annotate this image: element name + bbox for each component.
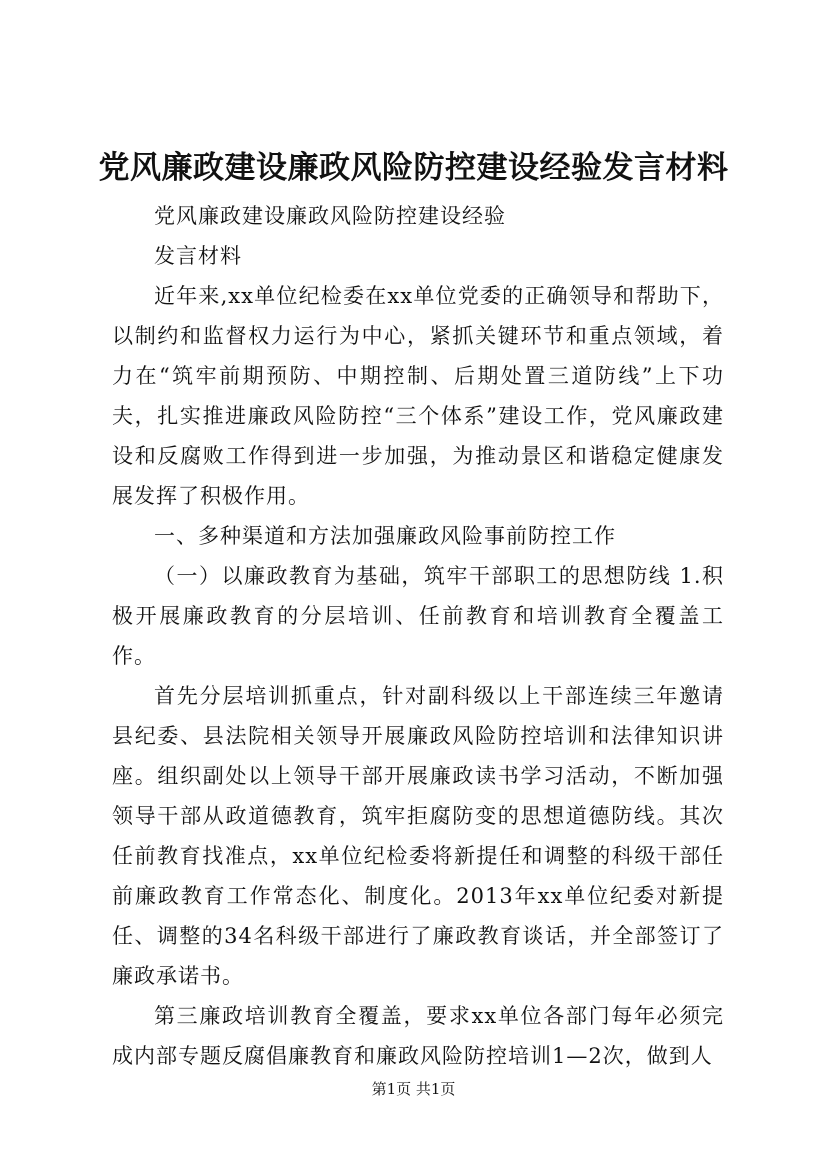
paragraph-training: 首先分层培训抓重点，针对副科级以上干部连续三年邀请县纪委、县法院相关领导开展廉政风险防控培训和法律知识讲座。组织副处以上领导干部开展廉政读书学习活动，不断加强领导干部从政道德教育，筑牢拒腐防变的思想道德防线。其次任前教育找准点，xx单位纪检委将新提任和调整的科级干部任前廉政教育工作常态化、制度化。2013年xx单位纪委对新提任、调整的34名科级干部进行了廉政教育谈话，并全部签订了廉政承诺书。 [112, 684, 724, 988]
document-body [112, 196, 724, 1076]
paragraph-intro: 近年来,xx单位纪检委在xx单位党委的正确领导和帮助下，以制约和监督权力运行为中心，紧抓关键环节和重点领域，着力在“筑牢前期预防、中期控制、后期处置三道防线”上下功夫，扎实推进廉政风险防控“三个体系”建设工作，党风廉政建设和反腐败工作得到进一步加强，为推动景区和谐稳定健康发展发挥了积极作用。 [112, 284, 724, 508]
section-heading-1: 一、多种渠道和方法加强廉政风险事前防控工作 [154, 524, 616, 548]
subtitle-line-1: 党风廉政建设廉政风险防控建设经验 [154, 204, 506, 228]
subtitle-line-2: 发言材料 [154, 244, 242, 268]
paragraph-coverage: 第三廉政培训教育全覆盖，要求xx单位各部门每年必须完成内部专题反腐倡廉教育和廉政风险防控培训1—2次，做到人 [112, 1004, 724, 1068]
document-title: 党风廉政建设廉政风险防控建设经验发言材料 [98, 150, 729, 186]
subsection-heading-1: （一）以廉政教育为基础，筑牢干部职工的思想防线 1.积极开展廉政教育的分层培训、任前教育和培训教育全覆盖工作。 [112, 564, 724, 668]
page-number: 第1页 共1页 [371, 1080, 456, 1098]
